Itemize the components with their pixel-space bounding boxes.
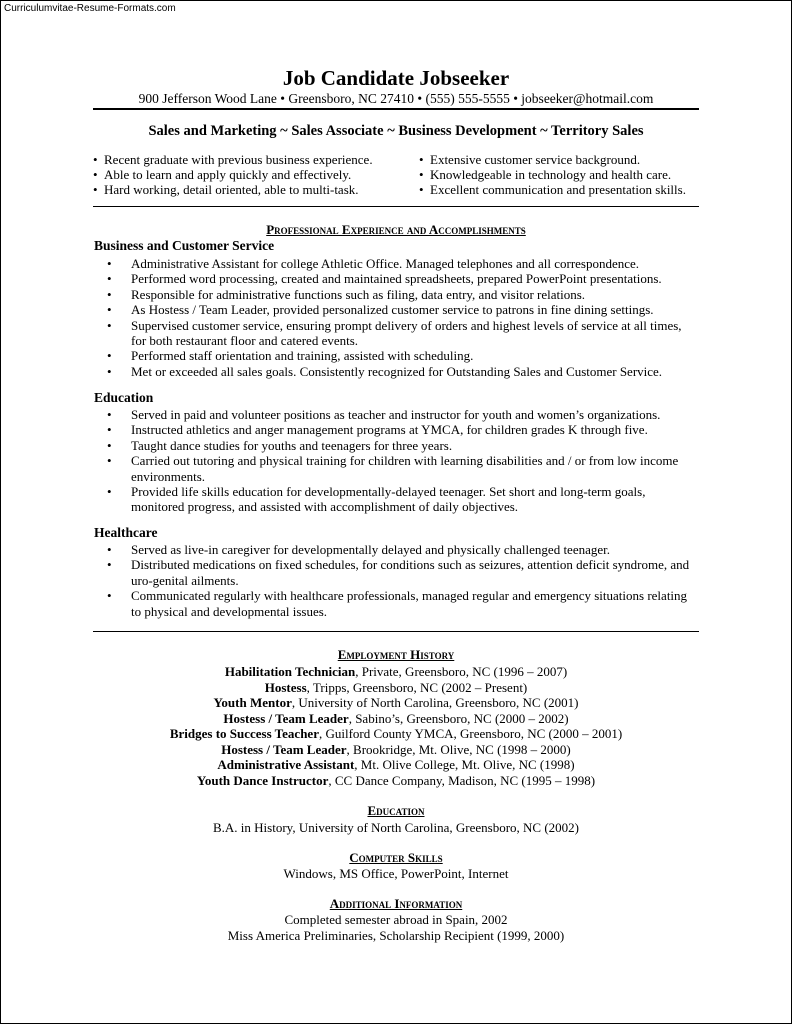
qualification-item: • Able to learn and apply quickly and effectively. — [93, 167, 373, 182]
qualifications-right — [419, 152, 686, 197]
job-entry — [0, 664, 792, 680]
business-list — [104, 256, 694, 379]
header-divider — [93, 108, 699, 110]
list-item: • As Hostess / Team Leader, provided personalized customer service to patrons in fine dining settings. — [104, 302, 694, 317]
employment-heading — [0, 647, 792, 663]
list-item: • Communicated regularly with healthcare professionals, managed regular and emergency situations relating to physical and developmental issues. — [104, 588, 694, 619]
additional-info-heading — [0, 896, 792, 912]
list-item: • Administrative Assistant for college Athletic Office. Managed telephones and all correspondence. — [104, 256, 694, 271]
list-item: • Met or exceeded all sales goals. Consistently recognized for Outstanding Sales and Customer Service. — [104, 364, 694, 379]
job-title: Hostess / Team Leader — [221, 741, 347, 757]
qualifications-left — [93, 152, 373, 197]
computer-skills-text: Windows, MS Office, PowerPoint, Internet — [283, 866, 509, 881]
job-detail: , Guilford County YMCA, Greensboro, NC (2000 – 2001) — [318, 726, 623, 741]
computer-skills-heading — [0, 850, 792, 866]
education-subheading: Education — [94, 390, 154, 405]
computer-skills-heading-text: Computer Skills — [349, 850, 443, 865]
job-title: Hostess / Team Leader — [223, 710, 349, 726]
job-detail: , University of North Carolina, Greensboro, NC (2001) — [291, 695, 579, 710]
objective-line: Sales and Marketing ~ Sales Associate ~ Business Development ~ Territory Sales — [148, 123, 644, 139]
experience-divider — [93, 631, 699, 632]
qualification-item: • Excellent communication and presentation skills. — [419, 182, 686, 197]
job-title: Hostess — [264, 679, 307, 695]
job-entry — [0, 726, 792, 742]
job-title: Administrative Assistant — [217, 757, 355, 772]
education-degree: B.A. in History, University of North Carolina, Greensboro, NC (2002) — [213, 820, 579, 835]
job-entry — [0, 711, 792, 727]
job-title: Bridges to Success Teacher — [169, 726, 319, 741]
employment-list — [0, 664, 792, 788]
list-item: • Carried out tutoring and physical training for children with learning disabilities and / or from low income environments. — [104, 453, 694, 484]
job-entry — [0, 757, 792, 773]
qualification-item: • Recent graduate with previous business experience. — [93, 152, 373, 167]
healthcare-list — [104, 542, 694, 619]
qualifications-divider — [93, 206, 699, 207]
list-item: • Supervised customer service, ensuring prompt delivery of orders and highest levels of service at all times, for both restaurant floor and catered events. — [104, 318, 694, 349]
employment-heading-text: Employment History — [337, 647, 455, 662]
list-item: • Served as live-in caregiver for developmentally delayed and physically challenged teenager. — [104, 542, 694, 557]
job-detail: , Brookridge, Mt. Olive, NC (1998 – 2000) — [346, 741, 571, 757]
watermark-text: Curriculumvitae-Resume-Formats.com — [4, 3, 176, 14]
list-item: • Performed staff orientation and training, assisted with scheduling. — [104, 348, 694, 363]
list-item: • Served in paid and volunteer positions as teacher and instructor for youth and women’s organizations. — [104, 407, 694, 422]
list-item: • Performed word processing, created and maintained spreadsheets, prepared PowerPoint presentations. — [104, 271, 694, 286]
qualification-item: • Extensive customer service background. — [419, 152, 686, 167]
job-detail: , Private, Greensboro, NC (1996 – 2007) — [355, 664, 568, 679]
job-entry — [0, 742, 792, 758]
job-detail: , Sabino’s, Greensboro, NC (2000 – 2002) — [348, 710, 569, 726]
qualification-item: • Hard working, detail oriented, able to multi-task. — [93, 182, 373, 197]
contact-line: 900 Jefferson Wood Lane • Greensboro, NC 27410 • (555) 555-5555 • jobseeker@hotmail.com — [138, 91, 654, 106]
qualification-item: • Knowledgeable in technology and health care. — [419, 167, 686, 182]
list-item: • Distributed medications on fixed schedules, for conditions such as seizures, attention deficit syndrome, and uro-genital ailments. — [104, 557, 694, 588]
additional-info-line: Completed semester abroad in Spain, 2002 — [284, 912, 508, 927]
healthcare-subheading: Healthcare — [94, 525, 158, 540]
education-list — [104, 407, 694, 515]
additional-info-heading-text: Additional Information — [329, 896, 463, 911]
list-item: • Instructed athletics and anger management programs at YMCA, for children grades K through five. — [104, 422, 694, 437]
job-title: Youth Dance Instructor — [196, 772, 329, 788]
job-detail: , Tripps, Greensboro, NC (2002 – Present) — [306, 679, 528, 695]
job-entry — [0, 695, 792, 711]
list-item: • Provided life skills education for developmentally-delayed teenager. Set short and long-term goals, monitored progress, and assisted with accomplishment of daily objectives. — [104, 484, 694, 515]
business-subheading: Business and Customer Service — [94, 238, 275, 253]
additional-info-line: Miss America Preliminaries, Scholarship Recipient (1999, 2000) — [227, 927, 565, 943]
additional-info-list — [0, 912, 792, 943]
list-item: • Taught dance studies for youths and teenagers for three years. — [104, 438, 694, 453]
experience-heading — [0, 222, 792, 238]
job-detail: , CC Dance Company, Madison, NC (1995 – 1998) — [328, 772, 596, 788]
education-heading — [0, 803, 792, 819]
experience-heading-text: Professional Experience and Accomplishments — [266, 222, 526, 237]
education-heading-text: Education — [367, 803, 425, 818]
job-entry — [0, 680, 792, 696]
job-title: Habilitation Technician — [224, 664, 356, 679]
candidate-name: Job Candidate Jobseeker — [282, 66, 510, 90]
job-detail: , Mt. Olive College, Mt. Olive, NC (1998) — [354, 757, 575, 772]
job-title: Youth Mentor — [213, 695, 292, 710]
job-entry — [0, 773, 792, 789]
list-item: • Responsible for administrative functions such as filing, data entry, and visitor relations. — [104, 287, 694, 302]
